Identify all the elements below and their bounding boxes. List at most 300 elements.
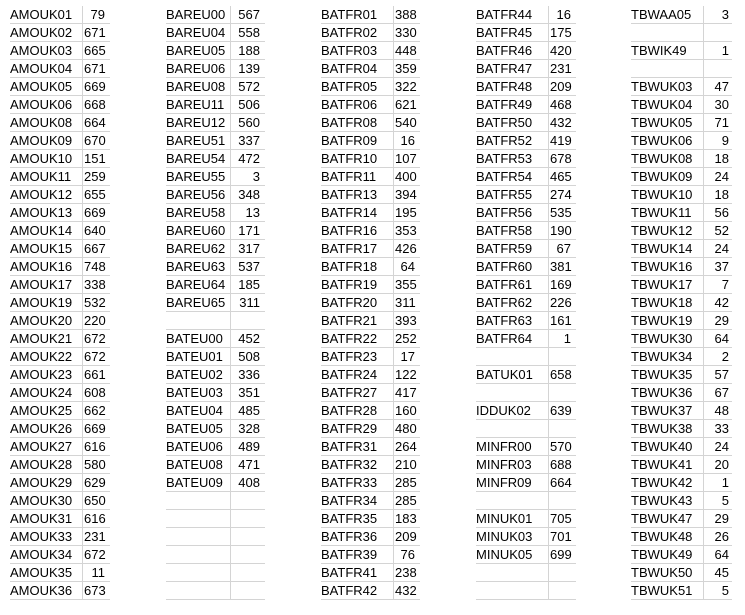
code-cell: AMOUK12 — [10, 187, 73, 202]
table-row[interactable] — [631, 366, 732, 384]
table-row[interactable] — [10, 42, 110, 60]
table-row[interactable] — [166, 276, 265, 294]
table-row[interactable] — [631, 510, 732, 528]
table-row[interactable] — [321, 150, 420, 168]
table-row[interactable] — [166, 168, 265, 186]
cell-separator — [703, 24, 704, 42]
table-row[interactable] — [321, 42, 420, 60]
table-row[interactable] — [166, 114, 265, 132]
value-cell: 45 — [714, 565, 729, 580]
cell-separator — [703, 510, 704, 528]
cell-separator — [548, 60, 549, 78]
table-row[interactable] — [476, 384, 576, 402]
table-row[interactable] — [321, 78, 420, 96]
table-row[interactable] — [166, 60, 265, 78]
table-row[interactable] — [321, 528, 420, 546]
cell-separator — [703, 564, 704, 582]
table-row[interactable] — [166, 456, 265, 474]
value-cell: 64 — [714, 331, 729, 346]
table-row[interactable] — [321, 474, 420, 492]
table-row[interactable] — [631, 114, 732, 132]
cell-separator — [82, 510, 83, 528]
code-cell: AMOUK03 — [10, 43, 73, 58]
table-row[interactable] — [10, 24, 110, 42]
table-row[interactable] — [166, 222, 265, 240]
cell-separator — [703, 114, 704, 132]
table-row[interactable] — [476, 132, 576, 150]
table-row[interactable] — [321, 384, 420, 402]
table-row[interactable] — [10, 114, 110, 132]
cell-separator — [393, 42, 394, 60]
table-row[interactable] — [476, 582, 576, 600]
table-row[interactable] — [476, 330, 576, 348]
table-row[interactable] — [476, 42, 576, 60]
cell-separator — [82, 222, 83, 240]
table-row[interactable] — [321, 312, 420, 330]
table-row[interactable] — [166, 438, 265, 456]
table-row[interactable] — [10, 258, 110, 276]
table-row[interactable] — [166, 132, 265, 150]
table-row[interactable] — [10, 312, 110, 330]
table-row[interactable] — [10, 276, 110, 294]
value-cell: 13 — [245, 205, 260, 220]
table-row[interactable] — [631, 276, 732, 294]
value-cell: 161 — [550, 313, 572, 328]
value-cell: 71 — [714, 115, 729, 130]
table-row[interactable] — [321, 492, 420, 510]
table-row[interactable] — [10, 384, 110, 402]
table-row[interactable] — [166, 510, 265, 528]
table-row[interactable] — [631, 186, 732, 204]
table-row[interactable] — [631, 60, 732, 78]
table-row[interactable] — [476, 528, 576, 546]
cell-separator — [82, 294, 83, 312]
value-cell: 640 — [84, 223, 106, 238]
table-row[interactable] — [10, 168, 110, 186]
value-cell: 393 — [395, 313, 417, 328]
value-cell: 76 — [400, 547, 415, 562]
code-cell: TBWUK10 — [631, 187, 693, 202]
table-row[interactable] — [10, 474, 110, 492]
table-row[interactable] — [166, 240, 265, 258]
code-cell: TBWUK41 — [631, 457, 693, 472]
table-row[interactable] — [476, 96, 576, 114]
cell-separator — [548, 546, 549, 564]
cell-separator — [393, 204, 394, 222]
value-cell: 330 — [395, 25, 417, 40]
table-row[interactable] — [10, 582, 110, 600]
table-row[interactable] — [476, 546, 576, 564]
table-row[interactable] — [631, 582, 732, 600]
cell-separator — [82, 96, 83, 114]
table-row[interactable] — [321, 60, 420, 78]
table-row[interactable] — [631, 564, 732, 582]
table-row[interactable] — [476, 258, 576, 276]
table-row[interactable] — [476, 222, 576, 240]
table-row[interactable] — [10, 78, 110, 96]
code-cell: MINUK03 — [476, 529, 533, 544]
table-row[interactable] — [476, 114, 576, 132]
code-cell: TBWIK49 — [631, 43, 687, 58]
value-cell: 285 — [395, 493, 417, 508]
code-cell: BATFR58 — [476, 223, 533, 238]
code-cell: BATFR36 — [321, 529, 378, 544]
cell-separator — [548, 114, 549, 132]
table-row[interactable] — [476, 168, 576, 186]
cell-separator — [82, 240, 83, 258]
value-cell: 621 — [395, 97, 417, 112]
table-row[interactable] — [166, 564, 265, 582]
code-cell: AMOUK17 — [10, 277, 73, 292]
table-row[interactable] — [476, 456, 576, 474]
code-cell: BAREU65 — [166, 295, 226, 310]
value-cell: 608 — [84, 385, 106, 400]
table-row[interactable] — [166, 258, 265, 276]
value-cell: 705 — [550, 511, 572, 526]
code-cell: AMOUK33 — [10, 529, 73, 544]
cell-separator — [548, 348, 549, 366]
table-row[interactable] — [321, 438, 420, 456]
code-cell: MINUK01 — [476, 511, 533, 526]
table-row[interactable] — [476, 204, 576, 222]
table-row[interactable] — [321, 420, 420, 438]
code-cell: BATFR59 — [476, 241, 533, 256]
code-cell: TBWUK49 — [631, 547, 693, 562]
table-row[interactable] — [476, 24, 576, 42]
table-row[interactable] — [631, 330, 732, 348]
table-row[interactable] — [166, 6, 265, 24]
table-row[interactable] — [321, 6, 420, 24]
cell-separator — [230, 132, 231, 150]
table-row[interactable] — [10, 96, 110, 114]
code-cell: BATFR27 — [321, 385, 378, 400]
table-row[interactable] — [166, 582, 265, 600]
code-cell: BATFR13 — [321, 187, 378, 202]
table-row[interactable] — [166, 420, 265, 438]
table-row[interactable] — [321, 96, 420, 114]
code-cell: BAREU55 — [166, 169, 226, 184]
table-row[interactable] — [631, 204, 732, 222]
value-cell: 540 — [395, 115, 417, 130]
cell-separator — [393, 438, 394, 456]
cell-separator — [230, 492, 231, 510]
table-row[interactable] — [631, 258, 732, 276]
table-row[interactable] — [10, 492, 110, 510]
value-cell: 639 — [550, 403, 572, 418]
code-cell: BATFR11 — [321, 169, 377, 184]
value-cell: 616 — [84, 511, 106, 526]
table-row[interactable] — [321, 168, 420, 186]
table-row[interactable] — [321, 114, 420, 132]
code-cell: BAREU06 — [166, 61, 226, 76]
table-row[interactable] — [321, 510, 420, 528]
table-row[interactable] — [10, 528, 110, 546]
table-row[interactable] — [10, 366, 110, 384]
value-cell: 468 — [550, 97, 572, 112]
table-row[interactable] — [166, 366, 265, 384]
cell-separator — [393, 564, 394, 582]
table-row[interactable] — [476, 564, 576, 582]
table-row[interactable] — [166, 204, 265, 222]
table-row[interactable] — [10, 6, 110, 24]
code-cell: BATFR18 — [321, 259, 378, 274]
code-cell: TBWUK51 — [631, 583, 693, 598]
cell-separator — [703, 402, 704, 420]
value-cell: 650 — [84, 493, 106, 508]
table-row[interactable] — [631, 222, 732, 240]
code-cell: BATFR50 — [476, 115, 533, 130]
code-cell: AMOUK10 — [10, 151, 73, 166]
table-row[interactable] — [631, 78, 732, 96]
value-cell: 57 — [714, 367, 729, 382]
table-row[interactable] — [321, 456, 420, 474]
table-row[interactable] — [631, 438, 732, 456]
table-row[interactable] — [476, 348, 576, 366]
code-cell: BATEU06 — [166, 439, 223, 454]
code-cell: BAREU56 — [166, 187, 226, 202]
table-row[interactable] — [10, 186, 110, 204]
code-cell: BATFR06 — [321, 97, 378, 112]
cell-separator — [548, 330, 549, 348]
value-cell: 664 — [550, 475, 572, 490]
cell-separator — [393, 24, 394, 42]
code-cell: BATFR49 — [476, 97, 533, 112]
table-row[interactable] — [10, 330, 110, 348]
table-row[interactable] — [631, 456, 732, 474]
code-cell: BATFR35 — [321, 511, 378, 526]
code-cell: BATFR03 — [321, 43, 378, 58]
table-row[interactable] — [631, 348, 732, 366]
code-cell: AMOUK13 — [10, 205, 73, 220]
table-row[interactable] — [321, 402, 420, 420]
column-3 — [321, 6, 420, 600]
code-cell: BATFR22 — [321, 331, 378, 346]
table-row[interactable] — [631, 96, 732, 114]
table-row[interactable] — [10, 438, 110, 456]
table-row[interactable] — [631, 492, 732, 510]
cell-separator — [82, 276, 83, 294]
code-cell: BATFR17 — [321, 241, 378, 256]
table-row[interactable] — [631, 168, 732, 186]
table-row[interactable] — [321, 330, 420, 348]
table-row[interactable] — [10, 348, 110, 366]
table-row[interactable] — [166, 186, 265, 204]
table-row[interactable] — [476, 366, 576, 384]
table-row[interactable] — [321, 240, 420, 258]
cell-separator — [548, 456, 549, 474]
table-row[interactable] — [631, 312, 732, 330]
table-row[interactable] — [476, 438, 576, 456]
code-cell: AMOUK04 — [10, 61, 73, 76]
table-row[interactable] — [10, 222, 110, 240]
table-row[interactable] — [321, 348, 420, 366]
value-cell: 252 — [395, 331, 417, 346]
table-row[interactable] — [10, 150, 110, 168]
table-row[interactable] — [166, 330, 265, 348]
table-row[interactable] — [476, 294, 576, 312]
table-row[interactable] — [321, 582, 420, 600]
table-row[interactable] — [321, 132, 420, 150]
value-cell: 670 — [84, 133, 106, 148]
cell-separator — [230, 420, 231, 438]
table-row[interactable] — [10, 510, 110, 528]
table-row[interactable] — [631, 528, 732, 546]
table-row[interactable] — [166, 384, 265, 402]
table-row[interactable] — [166, 294, 265, 312]
table-row[interactable] — [10, 402, 110, 420]
table-row[interactable] — [476, 474, 576, 492]
column-2 — [166, 6, 265, 600]
table-row[interactable] — [476, 186, 576, 204]
cell-separator — [703, 420, 704, 438]
cell-separator — [548, 438, 549, 456]
cell-separator — [82, 384, 83, 402]
code-cell: AMOUK11 — [10, 169, 72, 184]
table-row[interactable] — [631, 24, 732, 42]
code-cell: AMOUK01 — [10, 7, 73, 22]
table-row[interactable] — [166, 528, 265, 546]
code-cell: TBWUK06 — [631, 133, 693, 148]
cell-separator — [230, 510, 231, 528]
table-row[interactable] — [631, 240, 732, 258]
table-row[interactable] — [476, 240, 576, 258]
table-row[interactable] — [631, 6, 732, 24]
table-row[interactable] — [476, 60, 576, 78]
table-row[interactable] — [321, 222, 420, 240]
table-row[interactable] — [321, 366, 420, 384]
code-cell: AMOUK36 — [10, 583, 73, 598]
code-cell: TBWUK47 — [631, 511, 693, 526]
cell-separator — [393, 6, 394, 24]
table-row[interactable] — [321, 204, 420, 222]
table-row[interactable] — [166, 312, 265, 330]
table-row[interactable] — [476, 6, 576, 24]
table-row[interactable] — [476, 150, 576, 168]
table-row[interactable] — [10, 456, 110, 474]
table-row[interactable] — [476, 420, 576, 438]
code-cell: AMOUK02 — [10, 25, 73, 40]
table-row[interactable] — [10, 204, 110, 222]
table-row[interactable] — [631, 384, 732, 402]
table-row[interactable] — [476, 312, 576, 330]
cell-separator — [703, 60, 704, 78]
cell-separator — [548, 402, 549, 420]
table-row[interactable] — [166, 150, 265, 168]
cell-separator — [82, 438, 83, 456]
table-row[interactable] — [476, 402, 576, 420]
code-cell: AMOUK27 — [10, 439, 73, 454]
cell-separator — [548, 528, 549, 546]
table-row[interactable] — [166, 546, 265, 564]
table-row[interactable] — [10, 240, 110, 258]
code-cell: AMOUK08 — [10, 115, 73, 130]
table-row[interactable] — [476, 276, 576, 294]
table-row[interactable] — [10, 294, 110, 312]
table-row[interactable] — [321, 546, 420, 564]
cell-separator — [703, 42, 704, 60]
value-cell: 238 — [395, 565, 417, 580]
cell-separator — [393, 222, 394, 240]
value-cell: 52 — [714, 223, 729, 238]
cell-separator — [230, 546, 231, 564]
cell-separator — [230, 24, 231, 42]
table-row[interactable] — [321, 24, 420, 42]
table-row[interactable] — [631, 474, 732, 492]
code-cell: BAREU54 — [166, 151, 226, 166]
cell-separator — [703, 546, 704, 564]
value-cell: 11 — [91, 565, 105, 580]
value-cell: 1 — [563, 331, 571, 346]
table-row[interactable] — [631, 294, 732, 312]
value-cell: 669 — [84, 205, 106, 220]
table-row[interactable] — [166, 78, 265, 96]
code-cell: MINFR00 — [476, 439, 532, 454]
table-row[interactable] — [631, 546, 732, 564]
table-row[interactable] — [631, 42, 732, 60]
table-row[interactable] — [10, 132, 110, 150]
table-row[interactable] — [166, 42, 265, 60]
table-row[interactable] — [321, 258, 420, 276]
table-row[interactable] — [321, 276, 420, 294]
value-cell: 311 — [395, 295, 416, 310]
table-row[interactable] — [631, 402, 732, 420]
code-cell: BAREU00 — [166, 7, 226, 22]
table-row[interactable] — [166, 96, 265, 114]
table-row[interactable] — [10, 546, 110, 564]
code-cell: BAREU60 — [166, 223, 226, 238]
table-row[interactable] — [321, 564, 420, 582]
value-cell: 558 — [238, 25, 260, 40]
cell-separator — [82, 582, 83, 600]
table-row[interactable] — [166, 348, 265, 366]
table-row[interactable] — [10, 420, 110, 438]
table-row[interactable] — [631, 150, 732, 168]
code-cell: BATFR64 — [476, 331, 533, 346]
table-row[interactable] — [166, 402, 265, 420]
cell-separator — [703, 258, 704, 276]
table-row[interactable] — [321, 186, 420, 204]
table-row[interactable] — [166, 492, 265, 510]
table-row[interactable] — [166, 24, 265, 42]
cell-separator — [82, 42, 83, 60]
table-row[interactable] — [166, 474, 265, 492]
table-row[interactable] — [10, 60, 110, 78]
table-row[interactable] — [631, 132, 732, 150]
table-row[interactable] — [476, 78, 576, 96]
value-cell: 18 — [714, 187, 729, 202]
cell-separator — [393, 348, 394, 366]
table-row[interactable] — [476, 510, 576, 528]
value-cell: 381 — [550, 259, 572, 274]
value-cell: 16 — [556, 7, 571, 22]
cell-separator — [82, 78, 83, 96]
code-cell: MINFR03 — [476, 457, 532, 472]
code-cell: BATFR61 — [476, 277, 533, 292]
code-cell: BATFR31 — [321, 439, 378, 454]
value-cell: 42 — [714, 295, 729, 310]
table-row[interactable] — [631, 420, 732, 438]
cell-separator — [548, 24, 549, 42]
value-cell: 472 — [238, 151, 260, 166]
table-row[interactable] — [321, 294, 420, 312]
table-row[interactable] — [10, 564, 110, 582]
value-cell: 629 — [84, 475, 106, 490]
code-cell: AMOUK14 — [10, 223, 73, 238]
cell-separator — [548, 474, 549, 492]
code-cell: BATFR08 — [321, 115, 378, 130]
code-cell: BATFR53 — [476, 151, 533, 166]
table-row[interactable] — [476, 492, 576, 510]
